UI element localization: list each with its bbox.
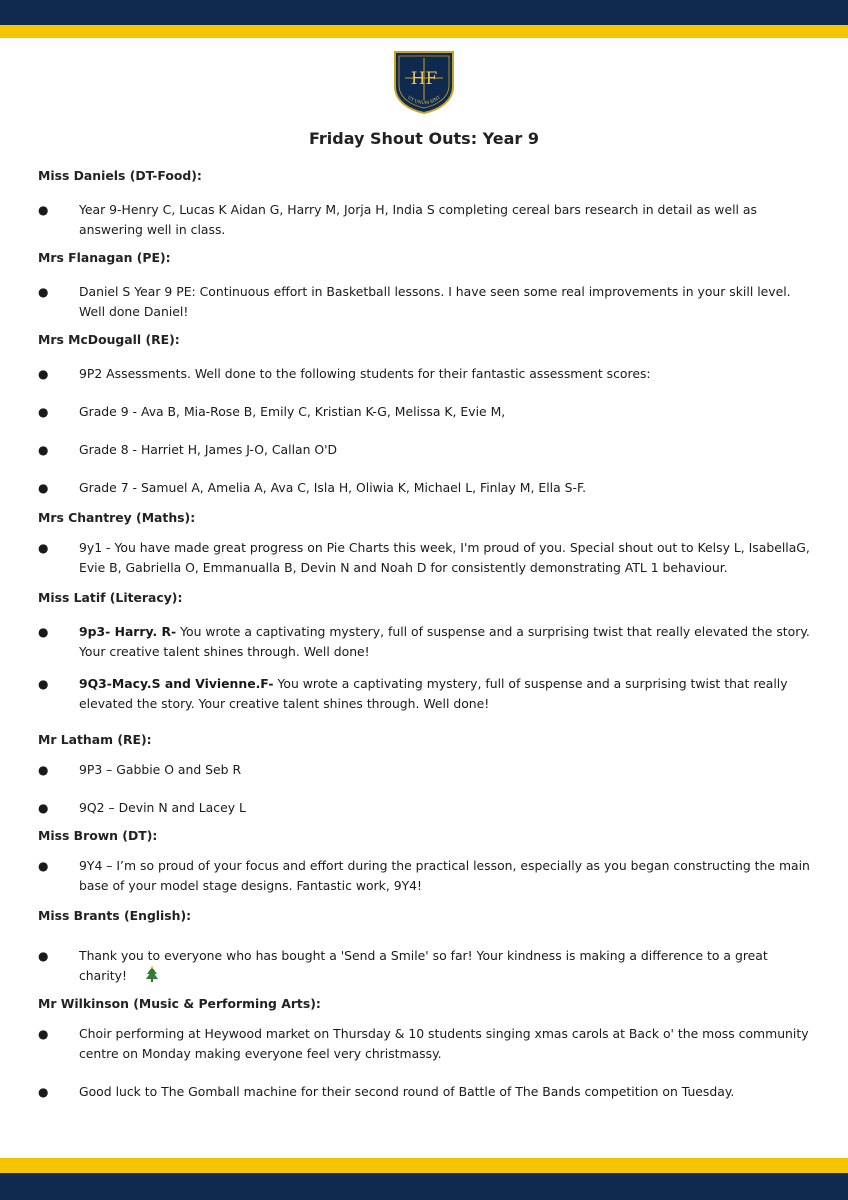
bullet-icon: ● xyxy=(38,203,49,217)
list-item: ● 9P3 – Gabbie O and Seb R xyxy=(38,760,810,780)
list-item: ● 9P2 Assessments. Well done to the following students for their fantastic assessment scores: xyxy=(38,364,810,384)
page-title: Friday Shout Outs: Year 9 xyxy=(308,129,540,148)
bullet-icon: ● xyxy=(38,677,49,691)
section-heading: Miss Brants (English): xyxy=(38,908,192,923)
list-item: ● 9y1 - You have made great progress on Pie Charts this week, I'm proud of you. Special shout out to Kelsy L, IsabellaG, Evie B, Gabriella O, Emmanualla B, Devin N and Noah D for consistently demonstrating ATL 1 behaviour. xyxy=(38,540,810,575)
bullet-icon: ● xyxy=(38,801,49,815)
list-item: ● 9Q2 – Devin N and Lacey L xyxy=(38,798,810,818)
bullet-icon: ● xyxy=(38,859,49,873)
list-item: ● Good luck to The Gomball machine for their second round of Battle of The Bands competition on Tuesday. xyxy=(38,1082,810,1102)
list-item: ● Year 9-Henry C, Lucas K Aidan G, Harry M, Jorja H, India S completing cereal bars research in detail as well as answering well in class. xyxy=(38,202,757,237)
crest-motto: UT UNUM SINT xyxy=(406,95,442,107)
bullet-icon: ● xyxy=(38,367,49,381)
bullet-icon: ● xyxy=(38,1085,49,1099)
list-item: ● 9Q3-Macy.S and Vivienne.F- You wrote a captivating mystery, full of suspense and a surprising twist that really elevated the story. Your creative talent shines through. Well done! xyxy=(38,676,788,711)
bullet-icon: ● xyxy=(38,405,49,419)
section-heading: Miss Brown (DT): xyxy=(38,828,158,843)
bullet-icon: ● xyxy=(38,443,49,457)
section-heading: Mrs Flanagan (PE): xyxy=(38,250,171,265)
list-item: ● 9p3- Harry. R- You wrote a captivating mystery, full of suspense and a surprising twist that really elevated the story. Your creative talent shines through. Well done! xyxy=(38,624,810,659)
list-item: ● Choir performing at Heywood market on Thursday & 10 students singing xmas carols at Back o' the moss community centre on Monday making everyone feel very christmassy. xyxy=(38,1026,809,1061)
bullet-icon: ● xyxy=(38,763,49,777)
bottom-gold-band xyxy=(0,1158,848,1173)
crest-initials: HF xyxy=(410,69,438,89)
bullet-icon: ● xyxy=(38,625,49,639)
section-heading: Miss Latif (Literacy): xyxy=(38,590,183,605)
list-item: ● Grade 9 - Ava B, Mia-Rose B, Emily C, Kristian K-G, Melissa K, Evie M, xyxy=(38,402,810,422)
school-crest-logo xyxy=(393,50,455,114)
bullet-icon: ● xyxy=(38,1027,49,1041)
bullet-icon: ● xyxy=(38,481,49,495)
bullet-icon: ● xyxy=(38,949,49,963)
shout-outs-content xyxy=(38,162,810,1102)
section-heading: Mrs Chantrey (Maths): xyxy=(38,510,196,525)
list-item: ● Grade 8 - Harriet H, James J-O, Callan O'D xyxy=(38,440,810,460)
bullet-icon: ● xyxy=(38,541,49,555)
bottom-navy-band xyxy=(0,1173,848,1200)
list-item: ● Thank you to everyone who has bought a 'Send a Smile' so far! Your kindness is making a difference to a great charity! xyxy=(38,948,768,983)
section-heading: Mr Wilkinson (Music & Performing Arts): xyxy=(38,996,321,1011)
list-item: ● 9Y4 – I’m so proud of your focus and effort during the practical lesson, especially as you began constructing the main base of your model stage designs. Fantastic work, 9Y4! xyxy=(38,858,810,893)
top-navy-band xyxy=(0,0,848,25)
christmas-tree-icon xyxy=(145,966,159,984)
section-heading: Mr Latham (RE): xyxy=(38,732,152,747)
list-item: ● Daniel S Year 9 PE: Continuous effort in Basketball lessons. I have seen some real improvements in your skill level. Well done Daniel! xyxy=(38,284,791,319)
top-gold-band xyxy=(0,25,848,38)
section-heading: Miss Daniels (DT-Food): xyxy=(38,168,202,183)
bullet-icon: ● xyxy=(38,285,49,299)
list-item: ● Grade 7 - Samuel A, Amelia A, Ava C, Isla H, Oliwia K, Michael L, Finlay M, Ella S-F. xyxy=(38,478,810,498)
section-heading: Mrs McDougall (RE): xyxy=(38,332,180,347)
